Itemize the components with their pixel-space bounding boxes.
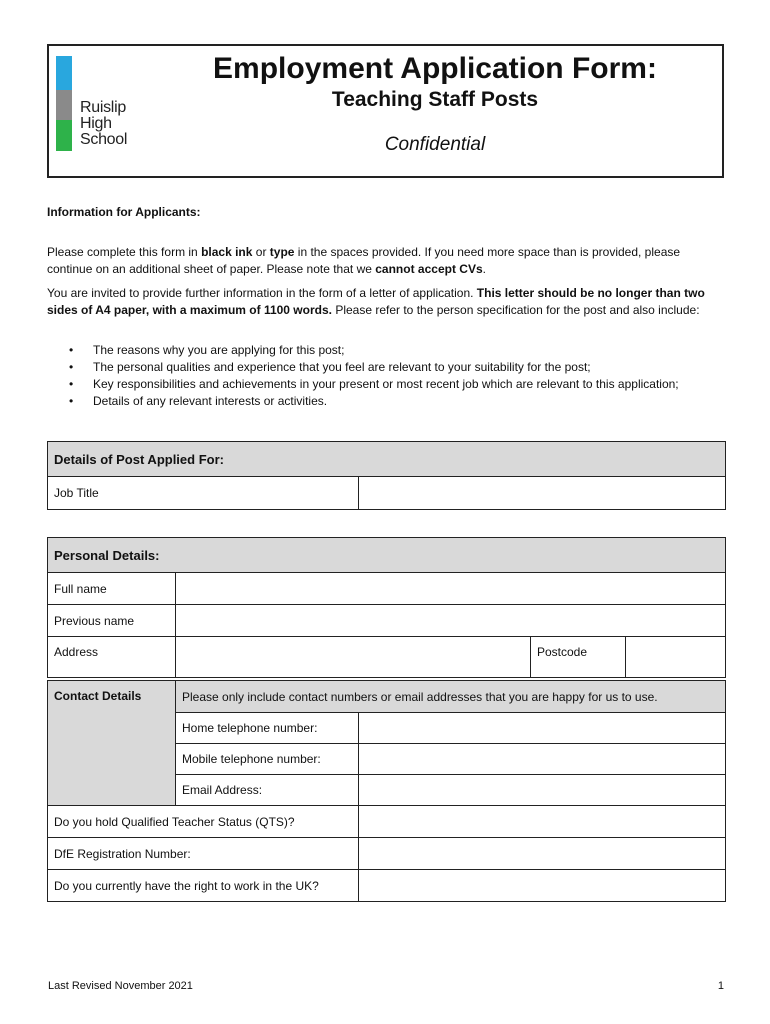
mobile-telephone-label: Mobile telephone number: <box>176 744 359 775</box>
info-bullet-list <box>47 342 719 410</box>
form-subtitle: Teaching Staff Posts <box>331 88 539 111</box>
logo-bar-grey <box>56 90 72 120</box>
personal-details-table <box>47 537 726 678</box>
logo-line: Ruislip <box>80 99 126 116</box>
postcode-label: Postcode <box>531 637 626 678</box>
list-item: • Details of any relevant interests or activities. <box>47 393 719 410</box>
dfe-registration-label: DfE Registration Number: <box>48 838 359 870</box>
info-paragraph-1: Please complete this form in black ink or type in the spaces provided. If you need more space than is provided, please continue on an additional sheet of paper. Please note that we cannot accept CVs. <box>47 245 681 276</box>
qts-question-label: Do you hold Qualified Teacher Status (QTS)? <box>48 806 359 838</box>
list-item: • The reasons why you are applying for this post; <box>47 342 719 359</box>
form-title: Employment Application Form: <box>213 52 657 85</box>
address-label: Address <box>48 637 176 678</box>
last-revised-text: Last Revised November 2021 <box>48 980 193 992</box>
contact-details-heading: Contact Details <box>48 681 176 806</box>
logo-bar-green <box>56 120 72 151</box>
contact-note: Please only include contact numbers or email addresses that you are happy for us to use. <box>176 681 726 713</box>
logo-line: School <box>80 131 128 148</box>
confidential-label: Confidential <box>384 134 486 155</box>
home-telephone-label: Home telephone number: <box>176 713 359 744</box>
dfe-registration-field[interactable] <box>359 838 726 870</box>
school-logo <box>56 56 156 156</box>
contact-details-table <box>47 680 726 902</box>
right-to-work-field[interactable] <box>359 870 726 902</box>
previous-name-label: Previous name <box>48 605 176 637</box>
list-item: • Key responsibilities and achievements in your present or most recent job which are relevant to this application; <box>47 376 719 393</box>
list-item: • The personal qualities and experience that you feel are relevant to your suitability for the post; <box>47 359 719 376</box>
email-label: Email Address: <box>176 775 359 806</box>
job-title-field[interactable] <box>359 477 726 510</box>
post-details-table <box>47 441 726 510</box>
info-heading: Information for Applicants: <box>47 205 201 219</box>
info-paragraph-2: You are invited to provide further information in the form of a letter of application. This letter should be no longer than two sides of A4 paper, with a maximum of 1100 words. Please refer to the person specification for the post and also include: <box>47 286 705 317</box>
logo-text <box>80 100 127 148</box>
postcode-field[interactable] <box>626 637 726 678</box>
logo-line: High <box>80 115 112 132</box>
mobile-telephone-field[interactable] <box>359 744 726 775</box>
post-details-heading: Details of Post Applied For: <box>48 442 726 477</box>
full-name-field[interactable] <box>176 573 726 605</box>
email-field[interactable] <box>359 775 726 806</box>
page-number: 1 <box>717 980 724 992</box>
home-telephone-field[interactable] <box>359 713 726 744</box>
qts-answer-field[interactable] <box>359 806 726 838</box>
right-to-work-label: Do you currently have the right to work in the UK? <box>48 870 359 902</box>
job-title-label: Job Title <box>48 477 359 510</box>
full-name-label: Full name <box>48 573 176 605</box>
address-field[interactable] <box>176 637 531 678</box>
previous-name-field[interactable] <box>176 605 726 637</box>
personal-details-heading: Personal Details: <box>48 538 726 573</box>
logo-bar-blue <box>56 56 72 90</box>
